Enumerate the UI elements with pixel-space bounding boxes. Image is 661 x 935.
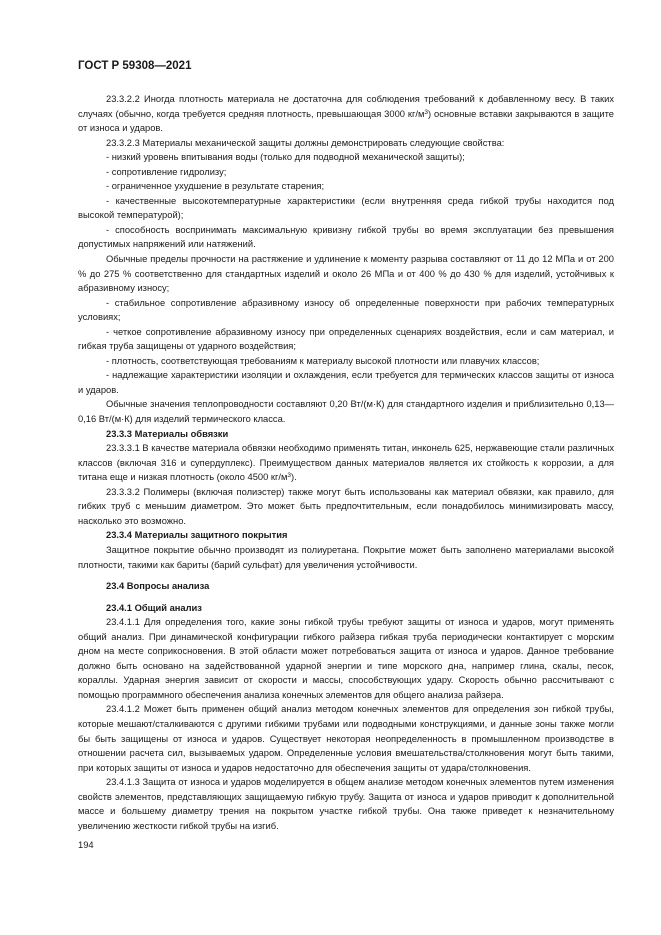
paragraph: 23.3.2.3 Материалы механической защиты должны демонстрировать следующие свойства: bbox=[106, 137, 505, 148]
paragraph: - стабильное сопротивление абразивному износу об определенные поверхности при рабочих температурных условиях; bbox=[78, 297, 614, 323]
section-heading: 23.3.4 Материалы защитного покрытия bbox=[106, 530, 288, 541]
section-heading: 23.4 Вопросы анализа bbox=[106, 581, 210, 592]
paragraph: - четкое сопротивление абразивному износу при определенных сценариях воздействия, если и сам материал, и гибкая труба защищены от ударного воздействия; bbox=[78, 326, 614, 352]
paragraph: 23.4.1.3 Защита от износа и ударов моделируется в общем анализе методом конечных элементов путем изменения свойств элементов, представляющих защищаемую гибкую трубу. Защита от износа и ударов приводит к дополнительной массе и большему диаметру трения на покрытом участке гибкой трубы. Она также приведет к незначительному увеличению жесткости гибкой трубы на изгиб. bbox=[78, 777, 614, 831]
paragraph: 23.4.1.1 Для определения того, какие зоны гибкой трубы требуют защиты от износа и ударов, могут применять общий анализ. При динамической конфигурации гибкого райзера гибкая труба периодически контактирует с морским дном на месте соприкосновения. В этой области может потребоваться защита от износа и ударов. Данное требование должно быть основано на задействованной ударной энергии и типе морского дна, например глина, скалы, песок, кораллы. Ударная энергия зависит от скорости и массы, способствующих удару. Скорость обычно рассчитывают с помощью программного обеспечения анализа конечных элементов для общего анализа райзера. bbox=[78, 617, 614, 700]
paragraph: Обычные значения теплопроводности составляют 0,20 Вт/(м·К) для стандартного изделия и приблизительно 0,13—0,16 Вт/(м·К) для изделий термического класса. bbox=[78, 399, 614, 425]
paragraph: Защитное покрытие обычно производят из полиуретана. Покрытие может быть заполнено материалами высокой плотности, такими как бариты (барий сульфат) для увеличения устойчивости. bbox=[78, 544, 614, 570]
document-header: ГОСТ Р 59308—2021 bbox=[78, 60, 192, 72]
paragraph: 23.3.3.1 В качестве материала обвязки необходимо применять титан, инконель 625, нержавеющие стали различных классов (включая 316 и супердуплекс). Преимуществом данных материалов является их стойкость к коррозии, а для титана еще и низкая плотность (около 4500 $кг/м^3$). bbox=[78, 443, 614, 483]
paragraph: - ограниченное ухудшение в результате старения; bbox=[106, 181, 325, 192]
paragraph: Обычные пределы прочности на растяжение и удлинение к моменту разрыва составляют от 11 до 12 МПа и от 200 % до 275 % соответственно для стандартных изделий и около 26 МПа и от 400 % до 430 % для изделий, устойчивых к абразивному износу; bbox=[78, 254, 614, 294]
paragraph: 23.3.2.2 Иногда плотность материала не достаточна для соблюдения требований к добавленному весу. В таких случаях (обычно, когда требуется средняя плотность, превышающая 3000 $кг/м^3$) основные вставки закрываются в защите от износа и ударов. bbox=[78, 94, 615, 134]
page-number: 194 bbox=[78, 840, 94, 850]
paragraph: - качественные высокотемпературные характеристики (если внутренняя среда гибкой трубы находится под высокой температурой); bbox=[78, 195, 614, 221]
paragraph: - низкий уровень впитывания воды (только для подводной механической защиты); bbox=[106, 152, 465, 163]
section-heading: 23.4.1 Общий анализ bbox=[106, 602, 202, 613]
paragraph: 23.3.3.2 Полимеры (включая полиэстер) также могут быть использованы как материал обвязки, как правило, для гибких труб с меньшим диаметром. Это может быть предпочтительным, если понадобилось минимизировать массу, насколько это возможно. bbox=[78, 486, 614, 526]
paragraph: 23.4.1.2 Может быть применен общий анализ методом конечных элементов для определения зон гибкой трубы, которые мешают/сталкиваются с другими гибкими трубами или подводными конструкциями, и данные зоны также могли бы быть защищены от износа и ударов. Существует некоторая неопределенность в промышленном производстве в отношении расчета сил, вызываемых ударом. Определенные условия вмешательства/столкновения могут быть такими, при которых защиты от износа и ударов недостаточно для обеспечения защиты от удара/столкновения. bbox=[78, 704, 614, 773]
section-heading: 23.3.3 Материалы обвязки bbox=[106, 428, 229, 439]
paragraph: - сопротивление гидролизу; bbox=[106, 166, 227, 177]
document-body bbox=[78, 92, 614, 833]
paragraph: - надлежащие характеристики изоляции и охлаждения, если требуется для термических классов защиты от износа и ударов. bbox=[78, 370, 614, 395]
paragraph: - способность воспринимать максимальную кривизну гибкой трубы во время эксплуатации без превышения допустимых напряжений или натяжений. bbox=[78, 224, 614, 250]
paragraph: - плотность, соответствующая требованиям к материалу высокой плотности или плавучих классов; bbox=[106, 355, 540, 366]
